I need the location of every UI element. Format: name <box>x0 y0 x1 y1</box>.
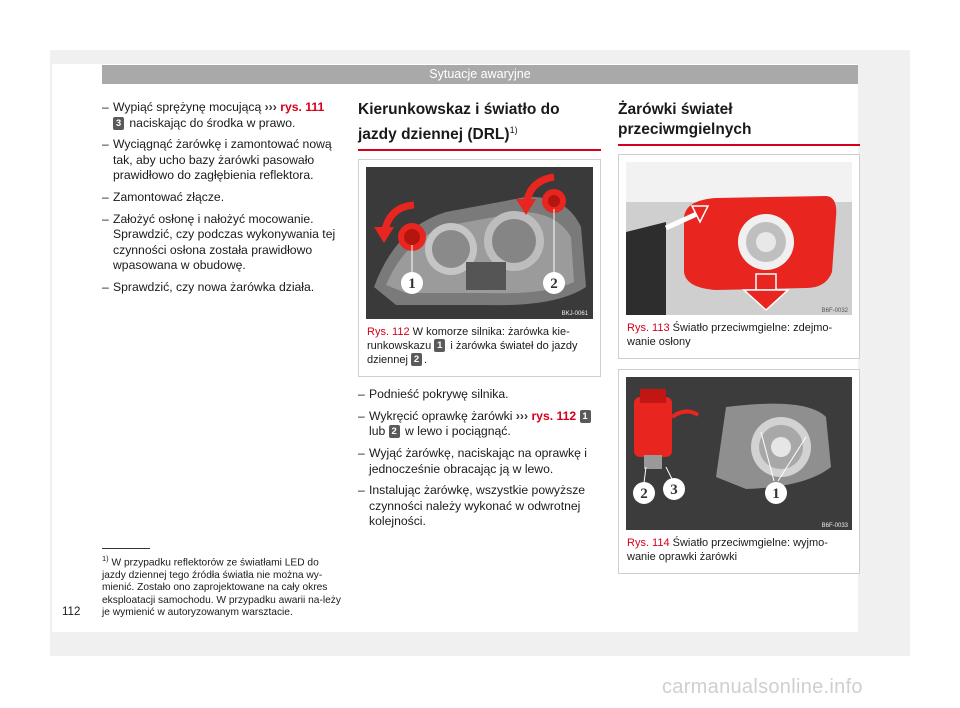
title-underline <box>618 144 860 146</box>
figure-reference-link[interactable]: rys. 112 <box>531 408 577 423</box>
step-item <box>358 387 601 403</box>
figure-112 <box>358 159 601 377</box>
caption-text: i żarówka świateł do jazdy dziennej <box>367 340 578 367</box>
step-text: Sprawdzić, czy nowa żarówka działa. <box>113 279 315 294</box>
section-title-text: Kierunkowskaz i światło do jazdy dziennej (DRL) <box>358 101 560 144</box>
section-title <box>358 100 601 145</box>
step-dash: – <box>358 387 365 402</box>
figure-callout: 1 <box>408 276 416 293</box>
figure-callout: 1 <box>772 486 780 502</box>
step-text: Wyjąć żarówkę, naciskając na oprawkę i jednocześnie obracając ją w lewo. <box>369 445 588 476</box>
step-text: Podnieść pokrywę silnika. <box>369 387 509 402</box>
footnote <box>102 553 342 620</box>
step-text: Wyciągnąć żarówkę i zamontować nową tak, aby ucho bazy żarówki pasowało prawidłowo do zagłębienia reflektora. <box>113 137 332 183</box>
caption-text: Światło przeciwmgielne: wyjmo-wanie oprawki żarówki <box>627 537 828 563</box>
step-item <box>358 483 601 530</box>
step-text: Wypiąć sprężynę mocującą <box>113 100 262 114</box>
reference-arrows: ››› <box>515 408 529 423</box>
step-text: Instalując żarówkę, wszystkie powyższe czynności należy wykonać w odwrotnej kolejności. <box>369 483 586 529</box>
step-text: lub <box>369 424 386 439</box>
step-dash: – <box>102 100 109 114</box>
figure-number: Rys. 114 <box>627 537 670 549</box>
step-text: w lewo i pociągnąć. <box>405 424 511 439</box>
step-text: Założyć osłonę i nałożyć mocowanie. Sprawdzić, czy podczas wykonywania tej czynności osłona została prawidłowo wpasowana w obudowę. <box>113 211 336 273</box>
step-dash: – <box>102 189 109 204</box>
column-right <box>618 100 860 584</box>
column-left <box>102 100 342 302</box>
figure-callout: 3 <box>670 482 678 498</box>
caption-text: Światło przeciwmgielne: zdejmo-wanie osłony <box>627 322 833 348</box>
figure-reference-link[interactable]: rys. 111 <box>280 100 325 114</box>
fog-light-cover-illustration <box>626 162 852 315</box>
step-item <box>102 190 342 206</box>
caption-text: . <box>424 354 428 367</box>
reference-arrows: ››› <box>264 100 277 114</box>
title-underline <box>358 149 601 151</box>
section-title: Żarówki świateł przeciwmgielnych <box>618 101 752 138</box>
figure-code: B6F-0033 <box>821 523 848 529</box>
footnote-text: W przypadku reflektorów ze światłami LED do jazdy dziennej tego źródła światła nie można wy-mienić. Zostało ono zaprojektowane na cały okres eksploatacji samochodu. W przypadku awarii na-leży je wymienić w autoryzowanym warsztacie. <box>102 557 341 619</box>
figure-caption <box>619 315 859 358</box>
figure-number: Rys. 112 <box>367 326 410 339</box>
step-item <box>358 409 601 440</box>
figure-113 <box>618 154 860 359</box>
figure-code: B6F-0032 <box>821 308 848 314</box>
callout-number: 3 <box>113 117 124 130</box>
step-dash: – <box>358 408 365 423</box>
figure-callout: 2 <box>640 486 648 502</box>
step-item <box>102 280 342 296</box>
fog-light-bulb-holder-illustration <box>626 377 852 530</box>
footnote-divider <box>102 548 150 549</box>
step-item <box>102 100 342 131</box>
footnote-marker[interactable]: 1) <box>509 125 518 135</box>
callout-number: 2 <box>411 353 422 366</box>
step-dash: – <box>358 483 365 498</box>
step-text: naciskając do środka w prawo. <box>129 115 296 130</box>
step-dash: – <box>102 137 109 152</box>
callout-number: 1 <box>580 410 591 423</box>
caption-text: W komorze silnika: żarówka kie-runkowskazu <box>367 326 570 353</box>
headlight-rear-illustration <box>366 167 593 319</box>
step-dash: – <box>358 445 365 460</box>
page-number: 112 <box>62 606 81 618</box>
watermark-text: carmanualsonline.info <box>662 676 863 698</box>
footnote-marker: 1) <box>102 554 109 563</box>
figure-caption <box>359 319 600 376</box>
step-item <box>358 446 601 477</box>
step-text: Zamontować złącze. <box>113 189 225 204</box>
page-header-title: Sytuacje awaryjne <box>429 67 531 81</box>
figure-caption <box>619 530 859 573</box>
step-dash: – <box>102 211 109 226</box>
callout-number: 2 <box>389 425 400 438</box>
step-dash: – <box>102 279 109 294</box>
figure-114 <box>618 369 860 574</box>
figure-code: BKJ-0061 <box>561 311 588 318</box>
figure-number: Rys. 113 <box>627 322 670 334</box>
step-text: Wykręcić oprawkę żarówki <box>369 408 513 423</box>
column-middle <box>358 100 601 536</box>
callout-number: 1 <box>434 339 445 352</box>
figure-callout: 2 <box>550 276 558 293</box>
step-item <box>102 137 342 184</box>
step-item <box>102 212 342 274</box>
